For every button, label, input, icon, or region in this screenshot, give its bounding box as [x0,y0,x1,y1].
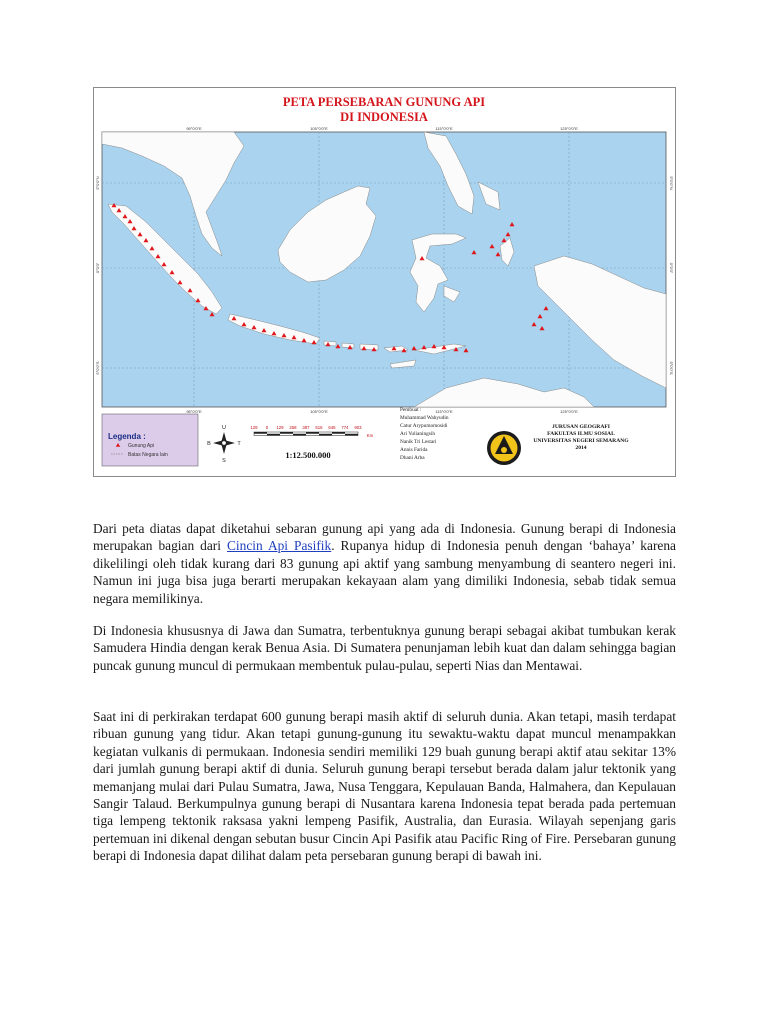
legend-title: Legenda : [108,432,146,441]
scale-ratio: 1:12.500.000 [285,450,331,460]
scale-number: 516 [315,425,323,430]
right-tick-label: 5°0'0"N [669,176,674,190]
scale-unit: Km [366,433,374,438]
institution-department: JURUSAN GEOGRAFI [552,424,610,430]
top-tick-label: 105°0'0"E [310,126,328,131]
scale-number: 645 [328,425,336,430]
map-legend [102,414,198,466]
credit-name: Catur Arypumomosidi [400,423,448,429]
left-tick-label: 5°0'0"N [95,176,100,190]
credit-name: Annis Farida [400,447,428,453]
left-tick-label: 5°0'0"S [95,361,100,375]
top-tick-label: 115°0'0"E [435,126,453,131]
scale-number: 129 [250,425,258,430]
institution-faculty: FAKULTAS ILMU SOSIAL [547,431,615,437]
right-tick-label: 5°0'0"S [669,361,674,375]
compass-north-label: U [222,425,226,431]
ring-of-fire-link[interactable]: Cincin Api Pasifik [226,538,332,554]
institution-university: UNIVERSITAS NEGERI SEMARANG [533,438,629,444]
paragraph-world-volcanoes: Saat ini di perkirakan terdapat 600 gunung berapi masih aktif di seluruh dunia. Akan tetapi, masih terdapat ribuan gunung yang tidur. Akan tetapi gunung-gunung itu sewaktu-waktu dapat muncul menampakkan kegiatan vulkanis di permukaan. Indonesia sendiri memiliki 129 buah gunung berapi aktif atau sekitar 13% dari jumlah gunung berapi aktif di dunia. Seluruh gunung berapi tersebut berada dalam jalur tektonik yang memanjang mulai dari Pulau Sumatra, Jawa, Nusa Tenggara, Kepulauan Banda, Halmahera, dan Kepulauan Sangir Talaud. Berkumpulnya gunung berapi di Nusantara karena Indonesia tepat berada pada pertemuan tiga lempeng tektonik raksasa yakni lempeng Pasifik, Australia, dan Eurasia. Wilayah sepenjang garis pertemuan ini dikenal dengan sebutan busur Cincin Api Pasifik atau Pacific Ring of Fire. Persebaran gunung berapi di Indonesia dapat dilihat dalam peta persebaran gunung berapi di bawah ini. [93,709,676,864]
paragraph-intro [93,520,676,607]
legend-item-volcano: Gunung Api [128,443,155,449]
left-tick-label: 0°0'0" [95,262,100,274]
scale-number: 0 [265,425,269,430]
compass-south-label: S [222,458,226,464]
scale-number: 774 [341,425,349,430]
bottom-tick-label: 125°0'0"E [560,409,578,414]
scale-bar [250,425,373,460]
credit-name: Ari Yulianingsih [400,431,435,437]
map-title-line1: PETA PERSEBARAN GUNUNG API [282,95,486,109]
institution-block [533,424,629,451]
bottom-tick-label: 95°0'0"E [186,409,202,414]
map-credits [400,407,449,461]
credit-name: Nanik Tri Lestari [400,439,437,445]
right-tick-label: 0°0'0" [669,262,674,274]
paragraph-intro-start: Dari peta diatas dapat diketahui sebaran gunung api yang ada di Indonesia. Gunung berapi di Indonesia merupakan bagian dari [93,521,676,554]
compass-west-label: B [207,441,211,447]
volcano-map [94,88,675,476]
volcano-map-figure [93,87,676,477]
credits-heading: Pembuat : [400,407,422,413]
scale-number: 903 [354,425,362,430]
paragraph-java-sumatra: Di Indonesia khususnya di Jawa dan Sumatra, terbentuknya gunung berapi sebagai akibat tumbukan kerak Samudera Hindia dengan kerak Benua Asia. Di Sumatera penunjaman lebih kuat dan dalam sehingga bagian puncak gunung muncul di permukaan membentuk pulau-pulau, seperti Nias dan Mentawai. [93,623,676,673]
credit-name: Dhani Arba [400,455,425,461]
scale-number: 387 [302,425,310,430]
top-tick-label: 125°0'0"E [560,126,578,131]
scale-number: 258 [289,425,297,430]
paragraph-intro-end: . Rupanya hidup di Indonesia penuh dengan ‘bahaya’ karena dikelilingi oleh tidak kurang dari 83 gunung api aktif yang sambung menyambung di seantero negeri ini. Namun ini juga bisa juga berarti merupakan kekayaan alam yang dimiliki Indonesia, sebab tidak semua negara memilikinya. [93,538,676,606]
institution-year: 2014 [575,445,587,451]
top-tick-label: 95°0'0"E [186,126,202,131]
bottom-tick-label: 115°0'0"E [435,409,453,414]
scale-number: 129 [276,425,284,430]
legend-item-border: Batas Negara lain [128,452,168,458]
credit-name: Muhammad Wahyudin [400,415,449,421]
compass-east-label: T [237,441,241,447]
compass-rose-icon [207,425,241,464]
bottom-tick-label: 105°0'0"E [310,409,328,414]
map-title-line2: DI INDONESIA [340,110,428,124]
university-logo [487,431,521,465]
